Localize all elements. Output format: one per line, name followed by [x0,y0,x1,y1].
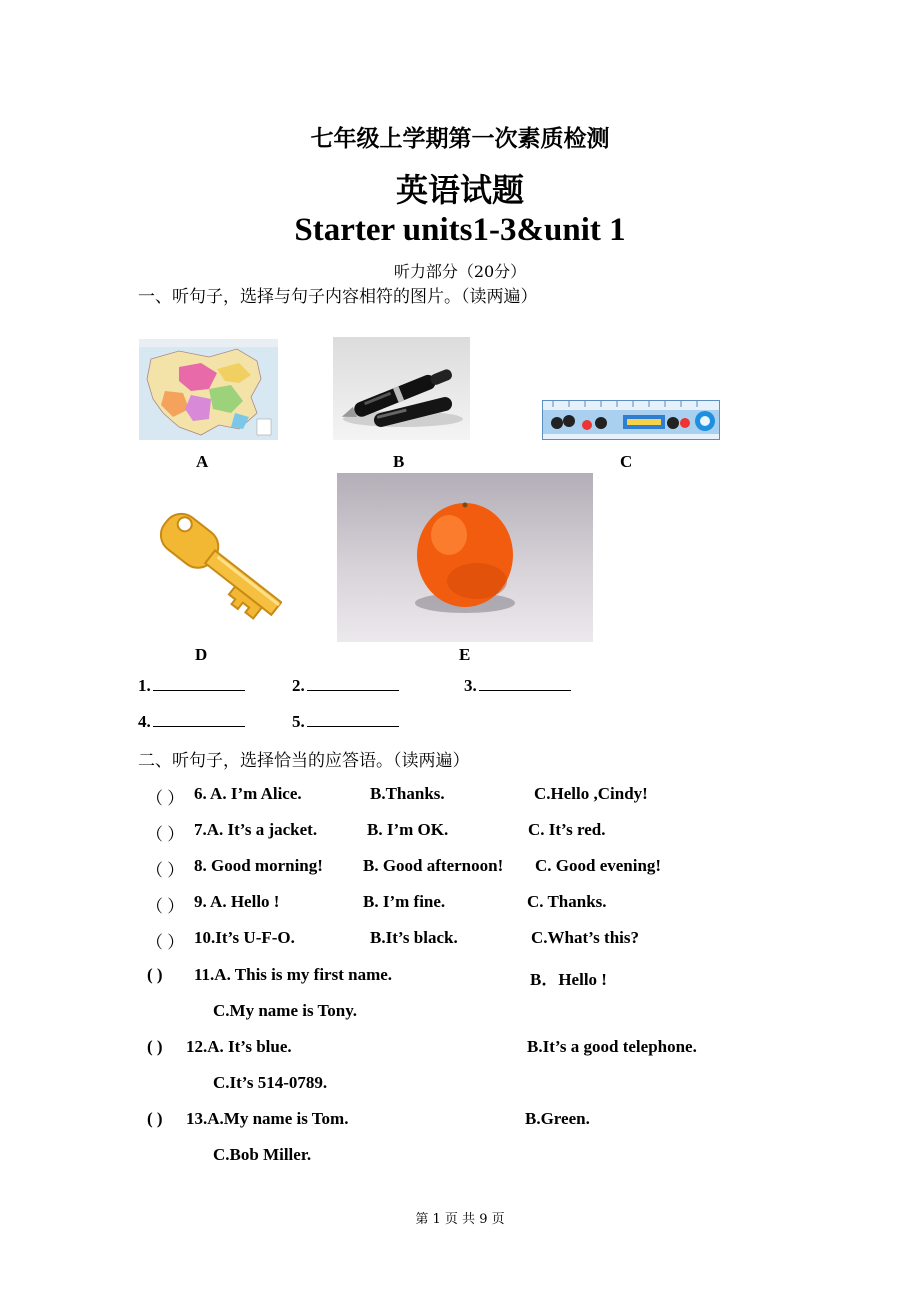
option-c: C. Good evening! [535,856,662,875]
answer-paren[interactable]: （ ） [146,789,185,808]
picture-label-d: D [195,645,208,664]
section2-instruction: 二、听句子，选择恰当的应答语。（读两遍） [138,751,470,771]
answer-blank-5[interactable]: 5. [292,712,399,732]
option-c: C.Bob Miller. [213,1145,312,1164]
question-text: 6. A. I’m Alice. [194,784,302,803]
answer-blank-2[interactable]: 2. [292,676,399,696]
china-map-icon [139,339,278,440]
option-b: B. I’m fine. [363,892,446,911]
ruler-icon [542,400,720,440]
option-c: C. Thanks. [527,892,607,911]
answer-blank-4[interactable]: 4. [138,712,245,732]
key-icon [139,511,282,642]
picture-label-b: B [393,452,405,471]
answer-paren[interactable]: ( ) [147,1037,163,1056]
answer-blank-1[interactable]: 1. [138,676,245,696]
option-b: B.It’s a good telephone. [527,1037,697,1056]
option-b: B. Good afternoon! [363,856,504,875]
orange-icon [337,473,593,642]
listening-part-label: 听力部分（20分） [393,262,527,281]
exam-title: 英语试题 [395,171,524,209]
question-text: 12.A. It’s blue. [186,1037,292,1056]
answer-paren[interactable]: （ ） [146,861,185,880]
option-b: B．Hello ! [530,970,607,989]
page-footer: 第 1 页 共 9 页 [415,1212,505,1227]
picture-label-e: E [459,645,471,664]
pen-icon [333,337,470,440]
option-c: C.What’s this? [531,928,639,947]
exam-header-line1: 七年级上学期第一次素质检测 [310,126,610,152]
answer-paren[interactable]: ( ) [147,965,163,984]
picture-label-c: C [620,452,633,471]
option-b: B.Thanks. [370,784,445,803]
picture-label-a: A [196,452,209,471]
option-c: C.It’s 514-0789. [213,1073,328,1092]
exam-subtitle: Starter units1-3&unit 1 [294,212,626,248]
question-text: 7.A. It’s a jacket. [194,820,318,839]
option-b: B.Green. [525,1109,590,1128]
option-c: C.Hello ,Cindy! [534,784,648,803]
section1-instruction: 一、听句子，选择与句子内容相符的图片。（读两遍） [138,287,538,307]
option-b: B.It’s black. [370,928,458,947]
question-text: 13.A.My name is Tom. [186,1109,349,1128]
question-text: 8. Good morning! [194,856,323,875]
answer-paren[interactable]: ( ) [147,1109,163,1128]
answer-paren[interactable]: （ ） [146,933,185,952]
answer-paren[interactable]: （ ） [146,825,185,844]
option-c: C.My name is Tony. [213,1001,358,1020]
question-text: 11.A. This is my first name. [194,965,393,984]
option-c: C. It’s red. [528,820,606,839]
option-b: B. I’m OK. [367,820,449,839]
answer-paren[interactable]: （ ） [146,897,185,916]
question-text: 9. A. Hello ! [194,892,280,911]
question-text: 10.It’s U-F-O. [194,928,295,947]
answer-blank-3[interactable]: 3. [464,676,571,696]
